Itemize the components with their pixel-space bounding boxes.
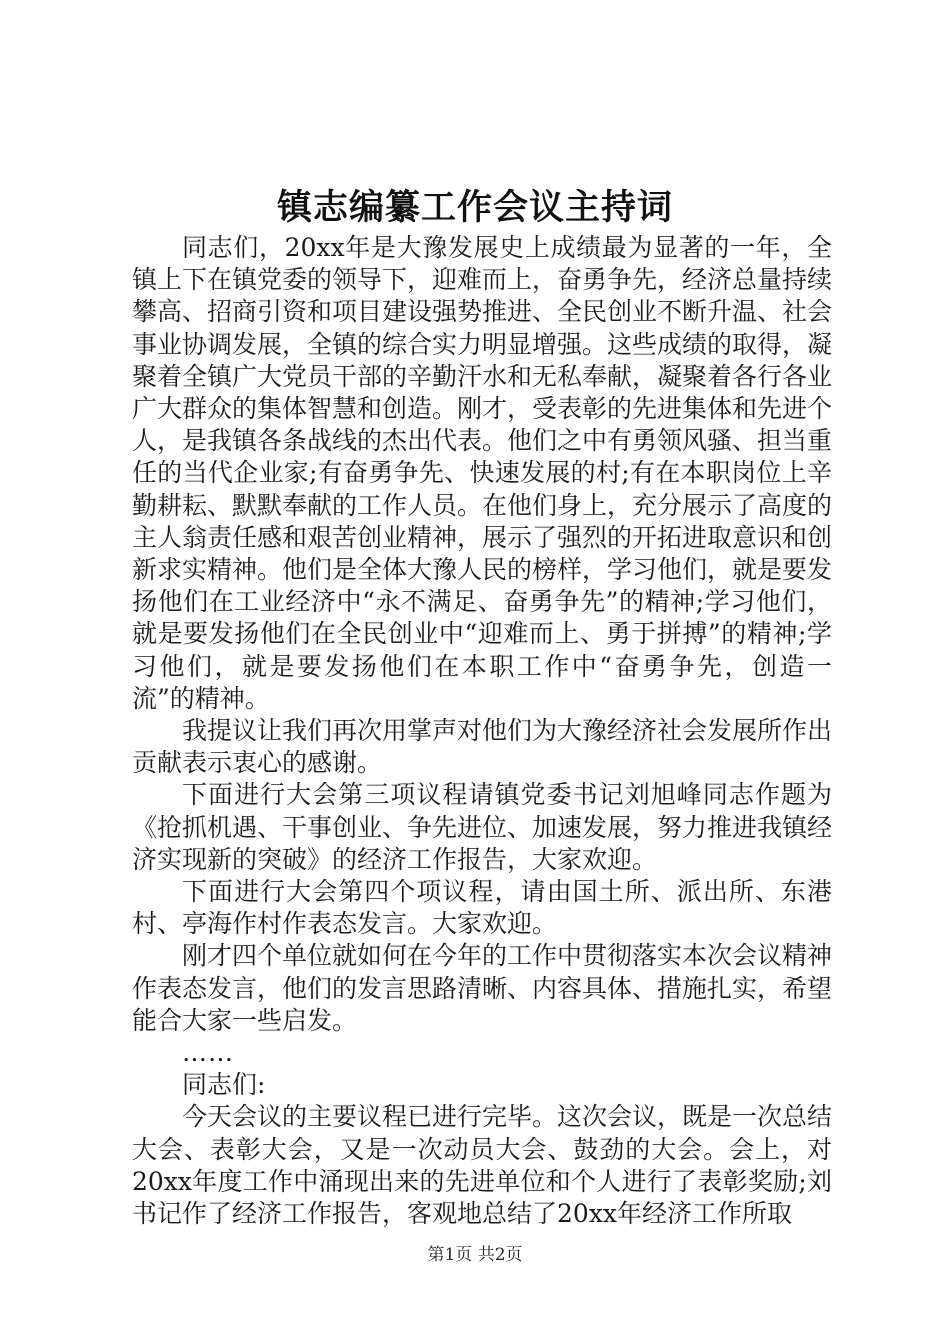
page-footer: 第1页 共2页 [427, 1245, 523, 1265]
document-body [132, 232, 832, 1230]
closing-paragraph-2: 今天会议的主要议程已进行完毕。这次会议，既是一次总结大会、表彰大会，又是一次动员大会、鼓劲的大会。会上，对20xx年度工作中涌现出来的先进单位和个人进行了表彰奖励;刘书记作了经济工作报告，客观地总结了20xx年经济工作所取 [132, 1102, 833, 1229]
closing-paragraph-1: 同志们: [182, 1070, 266, 1100]
paragraph-5: 刚才四个单位就如何在今年的工作中贯彻落实本次会议精神作表态发言，他们的发言思路清晰、内容具体、措施扎实，希望能合大家一些启发。 [132, 941, 833, 1035]
paragraph-2: 我提议让我们再次用掌声对他们为大豫经济社会发展所作出贡献表示衷心的感谢。 [132, 716, 833, 778]
paragraph-4: 下面进行大会第四个项议程，请由国土所、派出所、东港村、亭海作村作表态发言。大家欢迎。 [132, 877, 832, 939]
paragraph-3: 下面进行大会第三项议程请镇党委书记刘旭峰同志作题为《抢抓机遇、干事创业、争先进位、加速发展，努力推进我镇经济实现新的突破》的经济工作报告，大家欢迎。 [132, 780, 833, 874]
paragraph-1: 同志们，20xx年是大豫发展史上成绩最为显著的一年，全镇上下在镇党委的领导下，迎难而上，奋勇争先，经济总量持续攀高、招商引资和项目建设强势推进、全民创业不断升温、社会事业协调发展，全镇的综合实力明显增强。这些成绩的取得，凝聚着全镇广大党员干部的辛勤汗水和无私奉献，凝聚着各行各业广大群众的集体智慧和创造。刚才，受表彰的先进集体和先进个人，是我镇各条战线的杰出代表。他们之中有勇领风骚、担当重任的当代企业家;有奋勇争先、快速发展的村;有在本职岗位上辛勤耕耘、默默奉献的工作人员。在他们身上，充分展示了高度的主人翁责任感和艰苦创业精神，展示了强烈的开拓进取意识和创新求实精神。他们是全体大豫人民的榜样，学习他们，就是要发扬他们在工业经济中“永不满足、奋勇争先”的精神;学习他们，就是要发扬他们在全民创业中“迎难而上、勇于拼搏”的精神;学习他们，就是要发扬他们在本职工作中“奋勇争先，创造一流”的精神。 [132, 233, 833, 713]
ellipsis: …… [182, 1038, 234, 1068]
document-title: 镇志编纂工作会议主持词 [276, 187, 673, 228]
